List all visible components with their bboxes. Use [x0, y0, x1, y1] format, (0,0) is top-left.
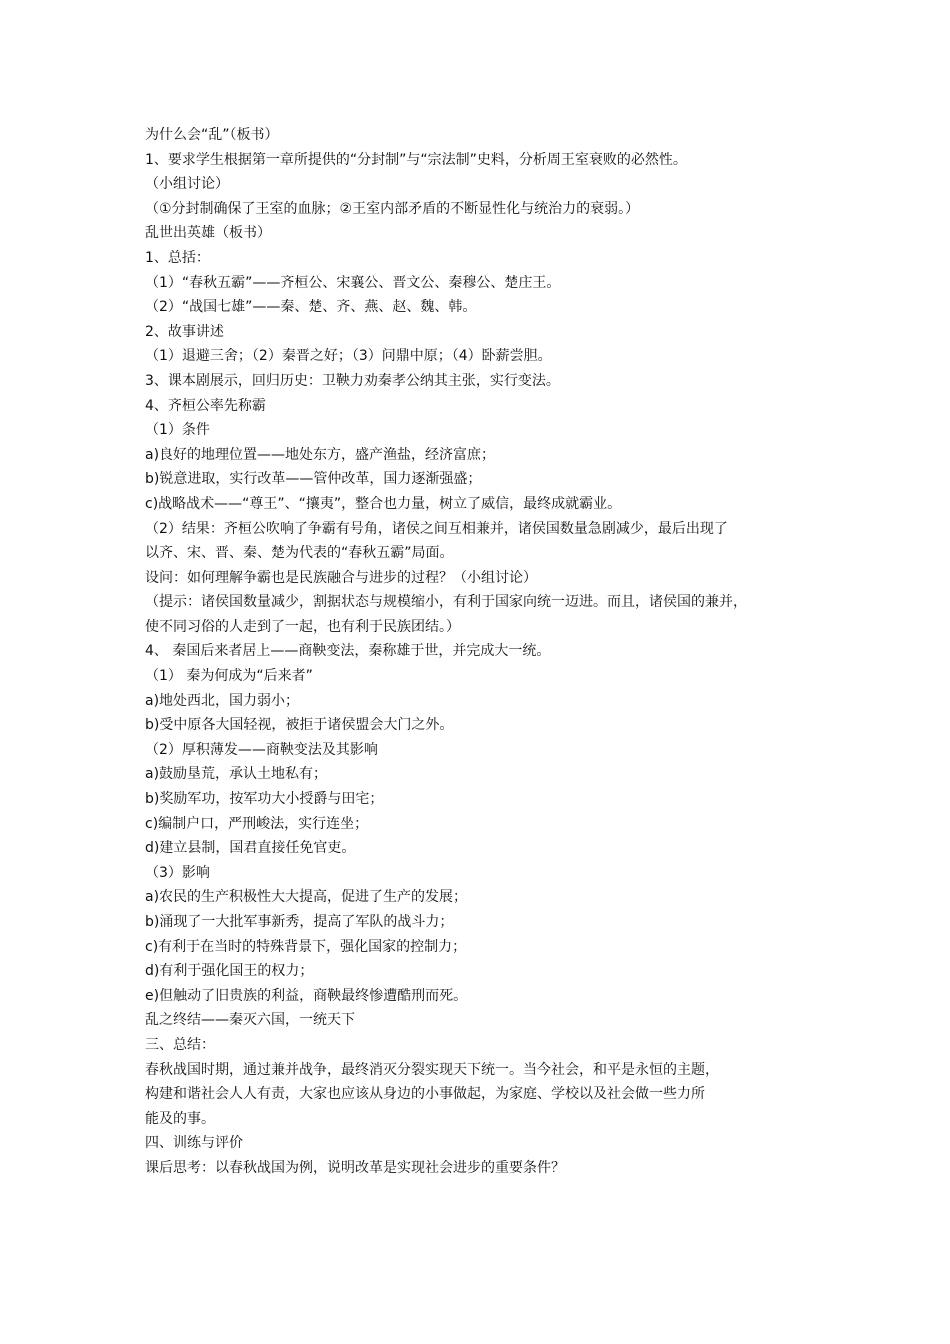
text-line: b)奖励军功，按军功大小授爵与田宅； [145, 791, 384, 808]
section-summary-heading: 三、总结： [145, 1036, 215, 1053]
text-line: 3、课本剧展示，回归历史：卫鞅力劝秦孝公纳其主张，实行变法。 [145, 372, 560, 389]
section-training-heading: 四、训练与评价 [145, 1135, 243, 1152]
text-line: （1）条件 [145, 422, 210, 439]
text-line: 以齐、宋、晋、秦、楚为代表的“春秋五霸”局面。 [145, 545, 454, 562]
text-line: 1、总括： [145, 249, 210, 266]
text-line: （2）结果：齐桓公吹响了争霸有号角，诸侯之间互相兼并，诸侯国数量急剧减少，最后出现了 [145, 520, 728, 537]
text-line: （小组讨论） [145, 176, 229, 193]
text-line: d)建立县制，国君直接任免官吏。 [145, 840, 356, 857]
heading-end-of-chaos: 乱之终结——秦灭六国，一统天下 [145, 1012, 355, 1029]
text-line: （3）影响 [145, 864, 210, 881]
text-line: c)战略战术——“尊王”、“攘夷”，整合也力量，树立了威信，最终成就霸业。 [145, 495, 622, 512]
document-body [145, 123, 820, 1181]
text-line: （①分封制确保了王室的血脉；②王室内部矛盾的不断显性化与统治力的衰弱。） [145, 200, 640, 217]
text-line: b)受中原各大国轻视，被拒于诸侯盟会大门之外。 [145, 717, 454, 734]
text-line: （1） 秦为何成为“后来者” [145, 668, 313, 685]
text-line: a)鼓励垦荒，承认土地私有； [145, 766, 328, 783]
text-line: e)但触动了旧贵族的利益，商鞅最终惨遭酷刑而死。 [145, 987, 468, 1004]
text-line: （1）“春秋五霸”——齐桓公、宋襄公、晋文公、秦穆公、楚庄王。 [145, 274, 561, 291]
text-line: 课后思考：以春秋战国为例，说明改革是实现社会进步的重要条件？ [145, 1159, 565, 1176]
text-line: 使不同习俗的人走到了一起，也有利于民族团结。） [145, 618, 460, 635]
text-line: 2、故事讲述 [145, 323, 224, 340]
text-line: a)农民的生产积极性大大提高，促进了生产的发展； [145, 889, 468, 906]
text-line: （2）厚积薄发——商鞅变法及其影响 [145, 741, 378, 758]
text-line: 构建和谐社会人人有责，大家也应该从身边的小事做起，为家庭、学校以及社会做一些力所 [145, 1086, 705, 1103]
text-line: a)地处西北，国力弱小； [145, 692, 300, 709]
heading-why-chaos: 为什么会“乱”（板书） [145, 127, 279, 143]
text-line: b)涌现了一大批军事新秀，提高了军队的战斗力； [145, 914, 454, 930]
text-line: （2）“战国七雄”——秦、楚、齐、燕、赵、魏、韩。 [145, 299, 477, 316]
text-line: c)编制户口，严刑峻法，实行连坐； [145, 815, 369, 832]
text-line: 能及的事。 [145, 1110, 215, 1127]
text-line: 设问：如何理解争霸也是民族融合与进步的过程？（小组讨论） [145, 569, 537, 586]
text-line: d)有利于强化国王的权力； [145, 963, 314, 980]
text-line: a)良好的地理位置——地处东方，盛产渔盐，经济富庶； [145, 446, 496, 463]
text-line: 4、齐桓公率先称霸 [145, 397, 266, 414]
text-line: b)锐意进取，实行改革——管仲改革，国力逐渐强盛； [145, 471, 482, 488]
text-line: 4、 秦国后来者居上——商鞅变法，秦称雄于世，并完成大一统。 [145, 643, 551, 660]
text-line: （1）退避三舍；（2）秦晋之好；（3）问鼎中原；（4）卧薪尝胆。 [145, 348, 552, 365]
text-line: 1、要求学生根据第一章所提供的“分封制”与“宗法制”史料，分析周王室衰败的必然性。 [145, 151, 687, 168]
text-line: 春秋战国时期，通过兼并战争，最终消灭分裂实现天下统一。当今社会，和平是永恒的主题， [145, 1061, 719, 1078]
text-line: （提示：诸侯国数量减少，割据状态与规模缩小，有利于国家向统一迈进。而且，诸侯国的兼并， [145, 594, 747, 611]
text-line: c)有利于在当时的特殊背景下，强化国家的控制力； [145, 938, 467, 955]
heading-heroes: 乱世出英雄（板书） [145, 225, 271, 242]
